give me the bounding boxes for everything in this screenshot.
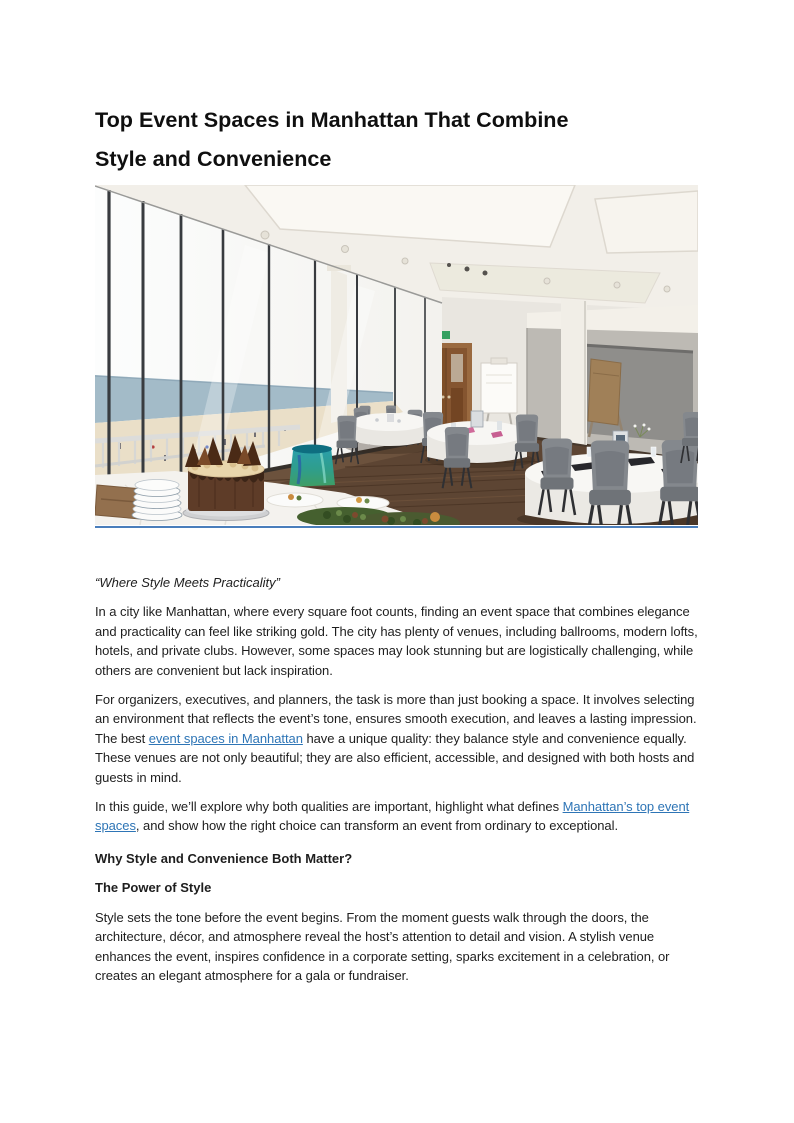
paragraph-guide [95,797,698,836]
heading-why-style-convenience: Why Style and Convenience Both Matter? [95,850,353,866]
paragraph-guide-after: , and show how the right choice can transform an event from ordinary to exceptional. [135,818,619,834]
paragraph-organizers [95,690,698,787]
page-title [95,100,698,178]
link-event-spaces-manhattan[interactable]: event spaces in Manhattan [148,730,303,746]
photo-pillar [561,299,587,445]
hero-photo-frame [95,185,698,525]
title-line-1: Top Event Spaces in Manhattan That Combine [95,107,569,132]
photo-table-a [352,413,428,446]
link-manhattans-top-event-spaces[interactable]: Manhattan’s top event spaces [95,799,690,834]
heading-power-of-style: The Power of Style [95,880,212,896]
paragraph-organizers-before: For organizers, executives, and planners, the task is more than just booking a space. It involves selecting an environment that reflects the event’s tone, ensures smooth execution, and leaves a lasting impression. The best [95,692,697,746]
photo-gift-bag [289,445,335,488]
paragraph-intro: In a city like Manhattan, where every square foot counts, finding an event space that combines elegance and practicality can feel like striking gold. The city has plenty of venues, including ballrooms, modern lofts, hotels, and private clubs. However, some spaces may look stunning but are logistically challenging, while others are convenient but lack inspiration. [95,604,698,678]
paragraph-organizers-after: have a unique quality: they balance style and convenience equally. These venues are not only beautiful; they are also efficient, accessible, and designed with both hosts and guests in mind. [95,730,695,785]
hero-photo [95,185,698,525]
photo-plate-stack [132,480,182,521]
pull-quote: “Where Style Meets Practicality” [95,575,280,590]
hero-figure [95,185,698,528]
paragraph-style-tone: Style sets the tone before the event begins. From the moment guests walk through the doors, the architecture, décor, and atmosphere reveal the host’s attention to detail and vision. A stylish venue enhances the event, inspires confidence in a corporate setting, sparks excitement in a celebration, or creates an elegant atmosphere for a gala or fundraiser. [95,909,670,983]
image-divider-rule [95,526,698,528]
document-content [95,0,698,985]
paragraph-guide-before: In this guide, we’ll explore why both qualities are important, highlight what defines [95,799,563,815]
title-line-2: Style and Convenience [95,146,332,171]
